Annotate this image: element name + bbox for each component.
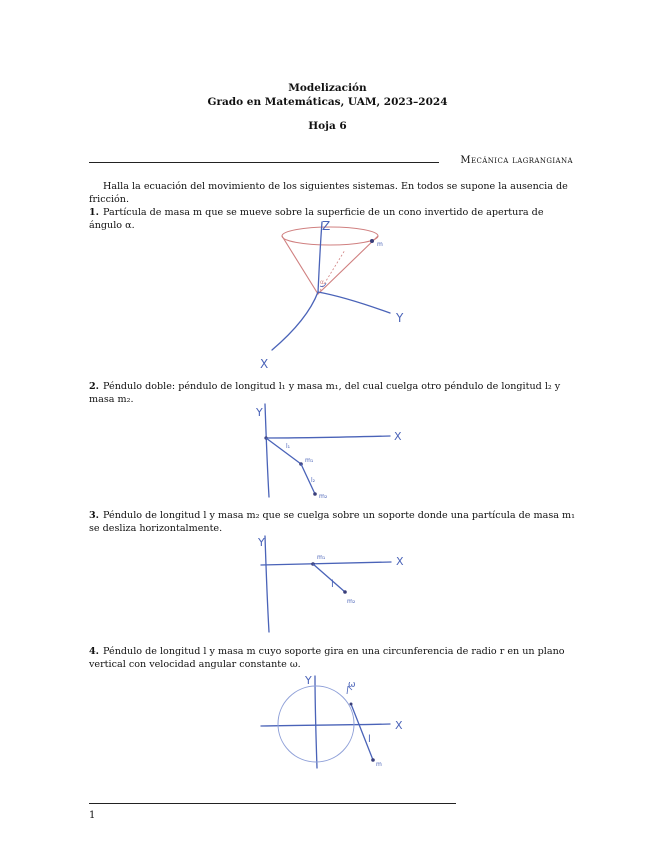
length-label: l xyxy=(331,579,334,590)
length-label: l xyxy=(368,734,371,745)
x-axis xyxy=(272,292,318,350)
mass-label: m xyxy=(376,761,382,768)
y-axis xyxy=(265,536,269,632)
x-axis-label: X xyxy=(395,719,403,732)
section-title: Mecánica lagrangiana xyxy=(460,155,573,166)
pendulum-mass xyxy=(343,590,347,594)
rod-1 xyxy=(266,438,301,464)
problem-text: Partícula de masa m que se mueve sobre la superficie de un cono invertido de apertura de ángulo α. xyxy=(89,207,544,231)
support-point xyxy=(350,703,353,706)
sliding-pendulum-figure xyxy=(255,532,410,634)
pendulum-rod xyxy=(313,564,345,592)
page-number: 1 xyxy=(89,810,96,821)
mass-1-label: m₁ xyxy=(305,457,314,464)
problem-text: Péndulo de longitud l y masa m cuyo soporte gira en una circunferencia de radio r en un plano vertical con velocidad angular constante ω. xyxy=(89,646,565,670)
mass-2-label: m₂ xyxy=(347,598,356,605)
footer-rule xyxy=(89,803,456,804)
angle-label: α xyxy=(320,279,324,286)
double-pendulum-figure xyxy=(255,402,410,502)
x-axis-label: X xyxy=(396,555,404,568)
problem-text: Péndulo de longitud l y masa m₂ que se cuelga sobre un soporte donde una partícula de masa m₁ se desliza horizontalmente. xyxy=(89,510,575,534)
intro-text: Halla la ecuación del movimiento de los siguientes sistemas. En todos se supone la ausencia de fricción. xyxy=(89,181,568,205)
mass-2-label: m₂ xyxy=(319,493,328,500)
y-axis-label: Y xyxy=(256,406,263,419)
section-rule xyxy=(89,162,439,163)
y-axis xyxy=(315,676,317,768)
cone-figure xyxy=(250,218,420,373)
particle-mass xyxy=(370,239,374,243)
y-axis-label: Y xyxy=(258,536,265,549)
mass-label: m xyxy=(377,241,383,248)
x-axis xyxy=(261,562,391,565)
omega-label: ω xyxy=(348,680,356,690)
pendulum-mass xyxy=(371,758,375,762)
length-2-label: l₂ xyxy=(311,477,316,484)
x-axis-label: X xyxy=(260,357,269,371)
y-axis xyxy=(265,404,269,497)
mass-2 xyxy=(313,492,317,496)
length-1-label: l₁ xyxy=(286,443,291,450)
pendulum-rod xyxy=(351,704,373,760)
y-axis-label: Y xyxy=(396,311,404,325)
problem-number: 3. xyxy=(89,510,100,521)
y-axis xyxy=(318,292,390,313)
y-axis-label: Y xyxy=(305,674,312,687)
problem-number: 2. xyxy=(89,381,100,392)
problem-text: Péndulo doble: péndulo de longitud l₁ y masa m₁, del cual cuelga otro péndulo de longitud l₂ y masa m₂. xyxy=(89,381,561,405)
x-axis-label: X xyxy=(394,430,402,443)
x-axis xyxy=(261,724,390,726)
mass-1-label: m₁ xyxy=(317,554,326,561)
course-subtitle: Grado en Matemáticas, UAM, 2023–2024 xyxy=(207,96,448,108)
sheet-title: Hoja 6 xyxy=(308,120,347,132)
problem-number: 1. xyxy=(89,207,100,218)
problem-number: 4. xyxy=(89,646,100,657)
rotating-support-figure xyxy=(255,668,415,770)
course-title: Modelización xyxy=(288,82,367,94)
x-axis xyxy=(265,436,390,438)
z-axis-label: Z xyxy=(322,219,331,233)
